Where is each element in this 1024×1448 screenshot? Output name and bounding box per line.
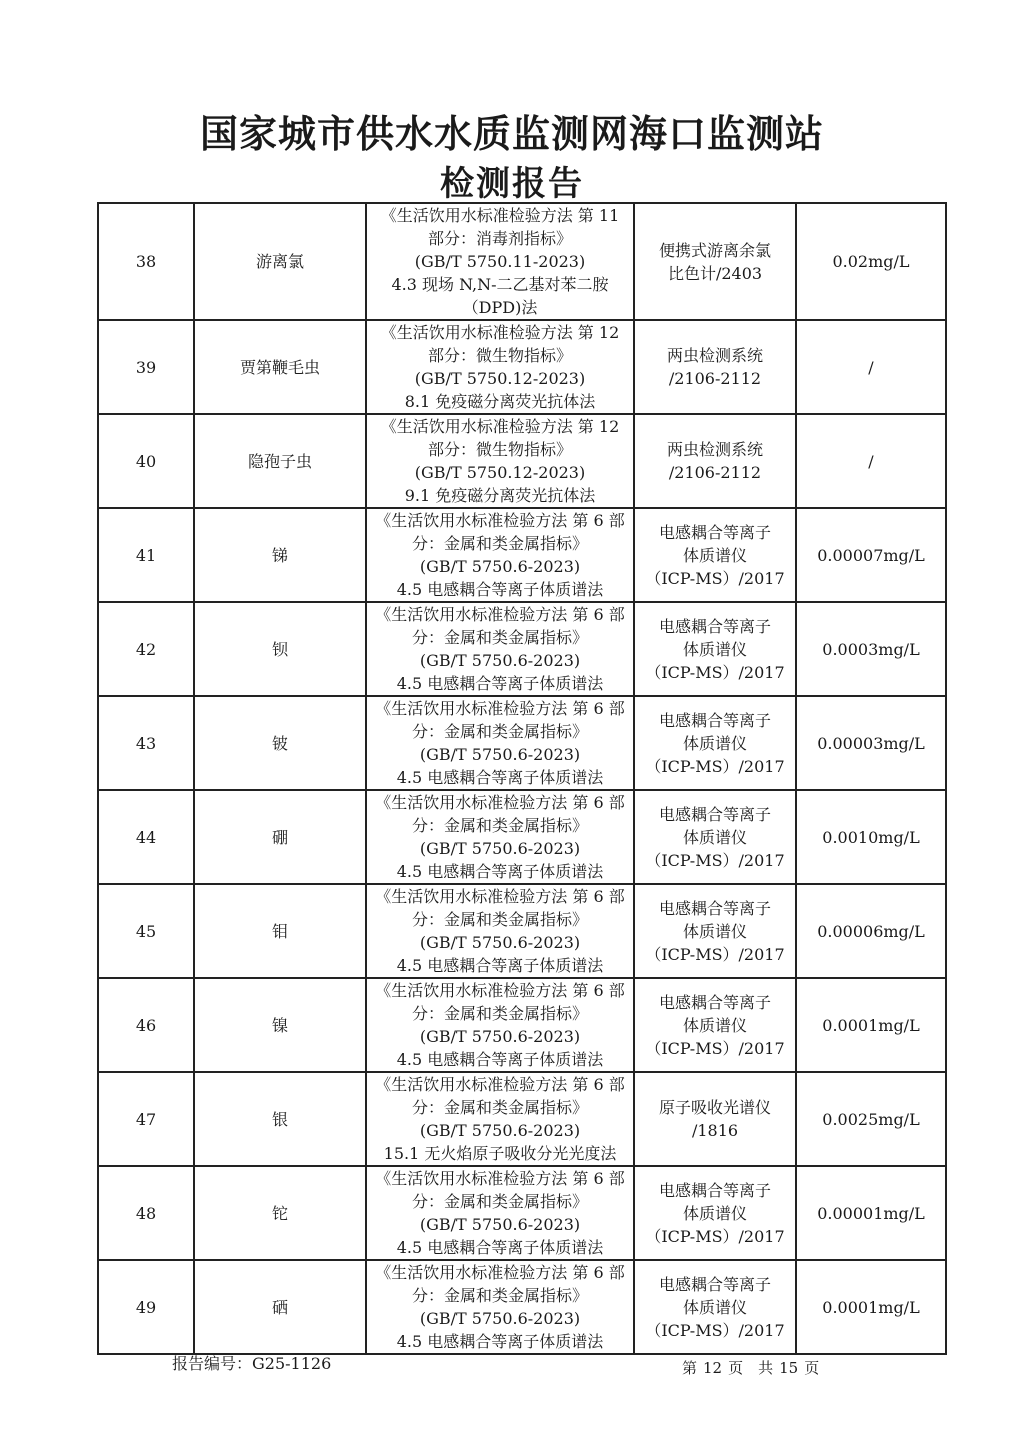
- test-method: [366, 320, 634, 414]
- instrument-line: /1816: [691, 1121, 739, 1140]
- detection-limit: 0.0010mg/L: [796, 790, 946, 884]
- page-number: 12: [703, 1359, 723, 1377]
- page-total: 15: [779, 1359, 799, 1377]
- method-line: 《生活饮用水标准检验方法 第 6 部: [375, 887, 625, 906]
- method-line: (GB/T 5750.6-2023): [419, 1121, 581, 1140]
- method-line: 《生活饮用水标准检验方法 第 6 部: [375, 981, 625, 1000]
- detection-limit: 0.00003mg/L: [796, 696, 946, 790]
- detection-limit: 0.00006mg/L: [796, 884, 946, 978]
- test-method: [366, 203, 634, 320]
- table-row: [98, 1166, 946, 1260]
- instrument: [634, 414, 796, 508]
- method-line: 4.5 电感耦合等离子体质谱法: [396, 674, 604, 693]
- test-item: 贾第鞭毛虫: [194, 320, 366, 414]
- detection-limit: 0.00007mg/L: [796, 508, 946, 602]
- page-indicator: [682, 1357, 825, 1378]
- method-line: 分：金属和类金属指标》: [411, 1004, 588, 1023]
- test-method: [366, 1072, 634, 1166]
- method-line: 分：金属和类金属指标》: [411, 1286, 588, 1305]
- instrument: [634, 320, 796, 414]
- instrument: [634, 790, 796, 884]
- method-line: 分：金属和类金属指标》: [411, 1098, 588, 1117]
- method-line: 《生活饮用水标准检验方法 第 6 部: [375, 1075, 625, 1094]
- row-number: 49: [98, 1260, 194, 1354]
- test-item: 硼: [194, 790, 366, 884]
- instrument: [634, 508, 796, 602]
- method-line: (GB/T 5750.11-2023): [414, 252, 586, 271]
- instrument-line: 两虫检测系统: [666, 346, 763, 365]
- instrument-line: 体质谱仪: [682, 545, 747, 565]
- method-line: 4.3 现场 N,N-二乙基对苯二胺: [391, 275, 609, 294]
- test-item: 硒: [194, 1260, 366, 1354]
- instrument-line: （ICP-MS）/2017: [645, 1038, 785, 1058]
- results-table: [97, 202, 947, 1355]
- method-line: 分：金属和类金属指标》: [411, 816, 588, 835]
- instrument-line: 电感耦合等离子: [658, 522, 771, 542]
- detection-limit: 0.0025mg/L: [796, 1072, 946, 1166]
- table-row: [98, 790, 946, 884]
- test-method: [366, 696, 634, 790]
- method-line: 分：金属和类金属指标》: [411, 722, 588, 741]
- method-line: 部分：微生物指标》: [427, 440, 572, 459]
- table-row: [98, 978, 946, 1072]
- instrument-line: （ICP-MS）/2017: [645, 756, 785, 776]
- table-row: [98, 1072, 946, 1166]
- instrument: [634, 978, 796, 1072]
- test-item: 镍: [194, 978, 366, 1072]
- method-line: 《生活饮用水标准检验方法 第 12: [380, 417, 620, 436]
- row-number: 38: [98, 203, 194, 320]
- test-item: 游离氯: [194, 203, 366, 320]
- test-method: [366, 1260, 634, 1354]
- instrument-line: /2106-2112: [668, 463, 762, 482]
- instrument-line: 电感耦合等离子: [658, 616, 771, 636]
- method-line: (GB/T 5750.6-2023): [419, 557, 581, 576]
- instrument-line: （ICP-MS）/2017: [645, 850, 785, 870]
- instrument-line: （ICP-MS）/2017: [645, 944, 785, 964]
- detection-limit: 0.0001mg/L: [796, 978, 946, 1072]
- method-line: 部分：消毒剂指标》: [427, 229, 572, 248]
- detection-limit: 0.00001mg/L: [796, 1166, 946, 1260]
- instrument-line: 体质谱仪: [682, 733, 747, 753]
- method-line: 分：金属和类金属指标》: [411, 628, 588, 647]
- test-method: [366, 884, 634, 978]
- row-number: 46: [98, 978, 194, 1072]
- method-line: 《生活饮用水标准检验方法 第 6 部: [375, 511, 625, 530]
- instrument-line: （ICP-MS）/2017: [645, 568, 785, 588]
- detection-limit: /: [796, 320, 946, 414]
- instrument: [634, 203, 796, 320]
- test-item: 铊: [194, 1166, 366, 1260]
- instrument-line: 两虫检测系统: [666, 440, 763, 459]
- instrument-line: 体质谱仪: [682, 639, 747, 659]
- instrument-line: 电感耦合等离子: [658, 1274, 771, 1294]
- method-line: 15.1 无火焰原子吸收分光光度法: [383, 1144, 617, 1163]
- instrument: [634, 696, 796, 790]
- test-method: [366, 1166, 634, 1260]
- row-number: 47: [98, 1072, 194, 1166]
- method-line: 分：金属和类金属指标》: [411, 910, 588, 929]
- detection-limit: /: [796, 414, 946, 508]
- instrument: [634, 1260, 796, 1354]
- method-line: 分：金属和类金属指标》: [411, 1192, 588, 1211]
- page-prefix: 第: [682, 1359, 698, 1377]
- table-row: [98, 602, 946, 696]
- method-line: (GB/T 5750.6-2023): [419, 651, 581, 670]
- table-row: [98, 1260, 946, 1354]
- method-line: 《生活饮用水标准检验方法 第 6 部: [375, 699, 625, 718]
- instrument-line: 比色计/2403: [667, 263, 763, 283]
- method-line: (GB/T 5750.6-2023): [419, 1309, 581, 1328]
- method-line: （DPD)法: [462, 298, 538, 317]
- test-method: [366, 978, 634, 1072]
- row-number: 40: [98, 414, 194, 508]
- method-line: 4.5 电感耦合等离子体质谱法: [396, 1332, 604, 1351]
- test-method: [366, 790, 634, 884]
- method-line: 4.5 电感耦合等离子体质谱法: [396, 768, 604, 787]
- method-line: (GB/T 5750.6-2023): [419, 1027, 581, 1046]
- method-line: 分：金属和类金属指标》: [411, 534, 588, 553]
- test-method: [366, 602, 634, 696]
- method-line: 部分：微生物指标》: [427, 346, 572, 365]
- test-item: 锑: [194, 508, 366, 602]
- instrument-line: 体质谱仪: [682, 1297, 747, 1317]
- method-line: 4.5 电感耦合等离子体质谱法: [396, 1050, 604, 1069]
- detection-limit: 0.02mg/L: [796, 203, 946, 320]
- instrument-line: 电感耦合等离子: [658, 1180, 771, 1200]
- method-line: 4.5 电感耦合等离子体质谱法: [396, 862, 604, 881]
- method-line: 8.1 免疫磁分离荧光抗体法: [404, 392, 596, 411]
- method-line: 4.5 电感耦合等离子体质谱法: [396, 580, 604, 599]
- instrument-line: （ICP-MS）/2017: [645, 1226, 785, 1246]
- page-mid: 页 共: [728, 1359, 774, 1377]
- instrument: [634, 602, 796, 696]
- row-number: 48: [98, 1166, 194, 1260]
- instrument-line: （ICP-MS）/2017: [645, 1320, 785, 1340]
- method-line: (GB/T 5750.6-2023): [419, 839, 581, 858]
- row-number: 39: [98, 320, 194, 414]
- row-number: 42: [98, 602, 194, 696]
- instrument: [634, 1072, 796, 1166]
- method-line: (GB/T 5750.6-2023): [419, 933, 581, 952]
- method-line: 《生活饮用水标准检验方法 第 6 部: [375, 793, 625, 812]
- report-number: 报告编号：G25-1126: [172, 1354, 332, 1373]
- method-line: 《生活饮用水标准检验方法 第 12: [380, 323, 620, 342]
- detection-limit: 0.0003mg/L: [796, 602, 946, 696]
- instrument-line: （ICP-MS）/2017: [645, 662, 785, 682]
- detection-limit: 0.0001mg/L: [796, 1260, 946, 1354]
- method-line: (GB/T 5750.6-2023): [419, 1215, 581, 1234]
- table-row: [98, 884, 946, 978]
- instrument: [634, 1166, 796, 1260]
- method-line: 《生活饮用水标准检验方法 第 6 部: [375, 1263, 625, 1282]
- instrument-line: 体质谱仪: [682, 827, 747, 847]
- instrument: [634, 884, 796, 978]
- method-line: 4.5 电感耦合等离子体质谱法: [396, 956, 604, 975]
- page-suffix: 页: [804, 1359, 820, 1377]
- instrument-line: 体质谱仪: [682, 921, 747, 941]
- method-line: (GB/T 5750.12-2023): [414, 369, 586, 388]
- test-item: 银: [194, 1072, 366, 1166]
- instrument-line: 电感耦合等离子: [658, 992, 771, 1012]
- method-line: 4.5 电感耦合等离子体质谱法: [396, 1238, 604, 1257]
- instrument-line: 便携式游离余氯: [658, 240, 771, 260]
- table-row: [98, 320, 946, 414]
- instrument-line: 电感耦合等离子: [658, 898, 771, 918]
- row-number: 44: [98, 790, 194, 884]
- test-item: 钡: [194, 602, 366, 696]
- table-row: [98, 414, 946, 508]
- method-line: 《生活饮用水标准检验方法 第 6 部: [375, 605, 625, 624]
- instrument-line: 体质谱仪: [682, 1015, 747, 1035]
- method-line: 《生活饮用水标准检验方法 第 11: [380, 206, 620, 225]
- instrument-line: 电感耦合等离子: [658, 710, 771, 730]
- test-item: 铍: [194, 696, 366, 790]
- instrument-line: 原子吸收光谱仪: [658, 1098, 771, 1117]
- instrument-line: 体质谱仪: [682, 1203, 747, 1223]
- table-row: [98, 696, 946, 790]
- method-line: 9.1 免疫磁分离荧光抗体法: [404, 486, 596, 505]
- table-row: [98, 508, 946, 602]
- table-row: [98, 203, 946, 320]
- report-org-title: 国家城市供水水质监测网海口监测站: [199, 112, 824, 156]
- method-line: 《生活饮用水标准检验方法 第 6 部: [375, 1169, 625, 1188]
- test-item: 隐孢子虫: [194, 414, 366, 508]
- row-number: 43: [98, 696, 194, 790]
- test-method: [366, 414, 634, 508]
- instrument-line: /2106-2112: [668, 369, 762, 388]
- test-method: [366, 508, 634, 602]
- method-line: (GB/T 5750.6-2023): [419, 745, 581, 764]
- instrument-line: 电感耦合等离子: [658, 804, 771, 824]
- row-number: 45: [98, 884, 194, 978]
- test-item: 钼: [194, 884, 366, 978]
- report-title: 检测报告: [440, 164, 584, 204]
- row-number: 41: [98, 508, 194, 602]
- results-table-body: [98, 203, 946, 1354]
- method-line: (GB/T 5750.12-2023): [414, 463, 586, 482]
